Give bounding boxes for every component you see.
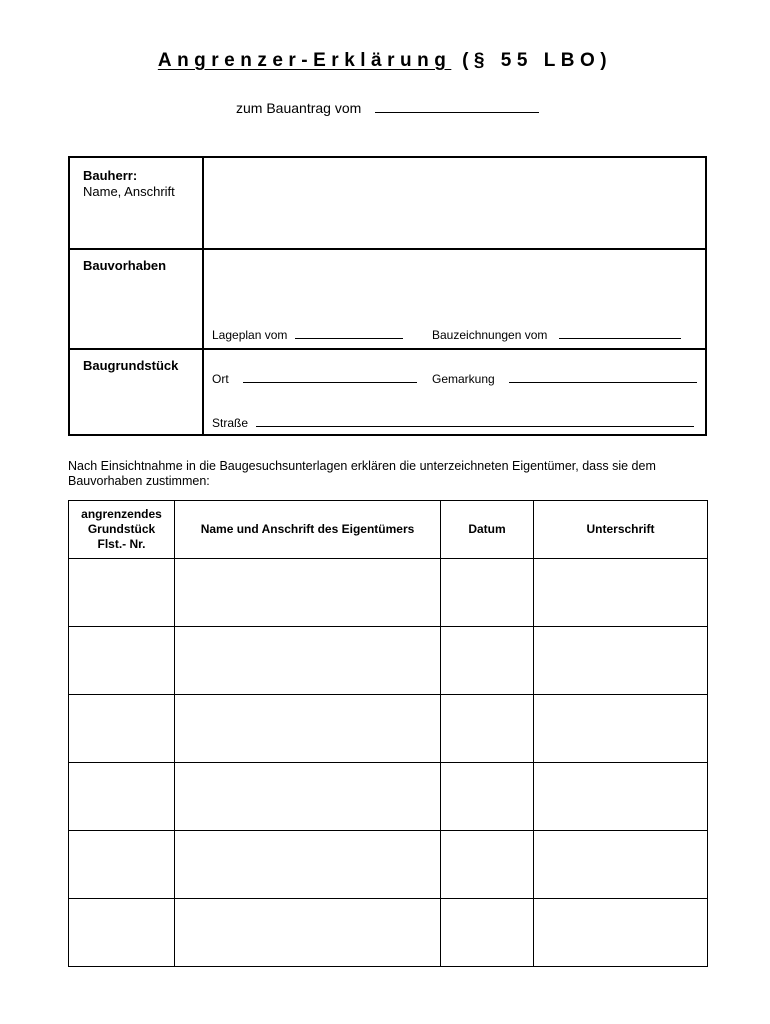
cell-datum[interactable] xyxy=(441,899,534,967)
bauvorhaben-field[interactable] xyxy=(204,250,705,320)
header-name-anschrift: Name und Anschrift des Eigentümers xyxy=(175,501,441,559)
gemarkung-label: Gemarkung xyxy=(432,372,495,386)
page-title xyxy=(0,50,770,72)
ort-label: Ort xyxy=(212,372,229,386)
lageplan-date-field[interactable] xyxy=(295,328,403,339)
cell-name[interactable] xyxy=(175,559,441,627)
cell-name[interactable] xyxy=(175,695,441,763)
cell-datum[interactable] xyxy=(441,695,534,763)
cell-datum[interactable] xyxy=(441,627,534,695)
bauherr-sub-label: Name, Anschrift xyxy=(83,184,175,199)
table-row xyxy=(69,831,708,899)
cell-unterschrift[interactable] xyxy=(534,899,708,967)
header-grundstueck: angrenzendes Grundstück Flst.- Nr. xyxy=(69,501,175,559)
cell-datum[interactable] xyxy=(441,831,534,899)
gemarkung-field[interactable] xyxy=(509,372,697,383)
cell-datum[interactable] xyxy=(441,559,534,627)
header-datum: Datum xyxy=(441,501,534,559)
bauherr-label: Bauherr: Name, Anschrift xyxy=(83,168,175,199)
cell-unterschrift[interactable] xyxy=(534,695,708,763)
subtitle-label: zum Bauantrag vom xyxy=(236,100,362,116)
cell-name[interactable] xyxy=(175,831,441,899)
cell-flst[interactable] xyxy=(69,695,175,763)
table-row xyxy=(69,763,708,831)
cell-name[interactable] xyxy=(175,627,441,695)
cell-name[interactable] xyxy=(175,899,441,967)
strasse-field-group xyxy=(212,416,694,430)
cell-flst[interactable] xyxy=(69,627,175,695)
cell-datum[interactable] xyxy=(441,763,534,831)
cell-unterschrift[interactable] xyxy=(534,763,708,831)
lageplan-label: Lageplan vom xyxy=(212,328,288,342)
table-row xyxy=(69,899,708,967)
bauzeichnungen-date-field[interactable] xyxy=(559,328,681,339)
title-main: Angrenzer-Erklärung xyxy=(157,50,452,71)
cell-unterschrift[interactable] xyxy=(534,559,708,627)
bauzeichnungen-label: Bauzeichnungen vom xyxy=(432,328,548,342)
row-divider xyxy=(70,348,705,350)
strasse-label: Straße xyxy=(212,416,249,430)
ort-field[interactable] xyxy=(243,372,417,383)
cell-unterschrift[interactable] xyxy=(534,627,708,695)
project-info-box xyxy=(68,156,707,436)
table-row xyxy=(69,559,708,627)
header-unterschrift: Unterschrift xyxy=(534,501,708,559)
gemarkung-field-group xyxy=(432,372,697,386)
table-header-row xyxy=(69,501,708,559)
strasse-field[interactable] xyxy=(256,416,694,427)
bauherr-field[interactable] xyxy=(204,158,705,248)
cell-name[interactable] xyxy=(175,763,441,831)
table-row xyxy=(69,695,708,763)
cell-flst[interactable] xyxy=(69,559,175,627)
owners-table xyxy=(68,500,708,967)
baugrundstueck-label: Baugrundstück xyxy=(83,358,179,373)
lageplan-field-group xyxy=(212,328,403,342)
cell-flst[interactable] xyxy=(69,899,175,967)
cell-unterschrift[interactable] xyxy=(534,831,708,899)
subtitle xyxy=(236,100,539,116)
bauantrag-date-field[interactable] xyxy=(375,100,539,113)
cell-flst[interactable] xyxy=(69,831,175,899)
title-paragraph: (§ 55 LBO) xyxy=(451,50,613,71)
intro-text: Nach Einsichtnahme in die Baugesuchsunterlagen erklären die unterzeichneten Eigentümer, dass sie dem Bauvorhaben zustimmen: xyxy=(68,459,656,488)
ort-field-group xyxy=(212,372,417,386)
bauzeichnungen-field-group xyxy=(432,328,681,342)
bauvorhaben-label: Bauvorhaben xyxy=(83,258,167,273)
table-row xyxy=(69,627,708,695)
cell-flst[interactable] xyxy=(69,763,175,831)
